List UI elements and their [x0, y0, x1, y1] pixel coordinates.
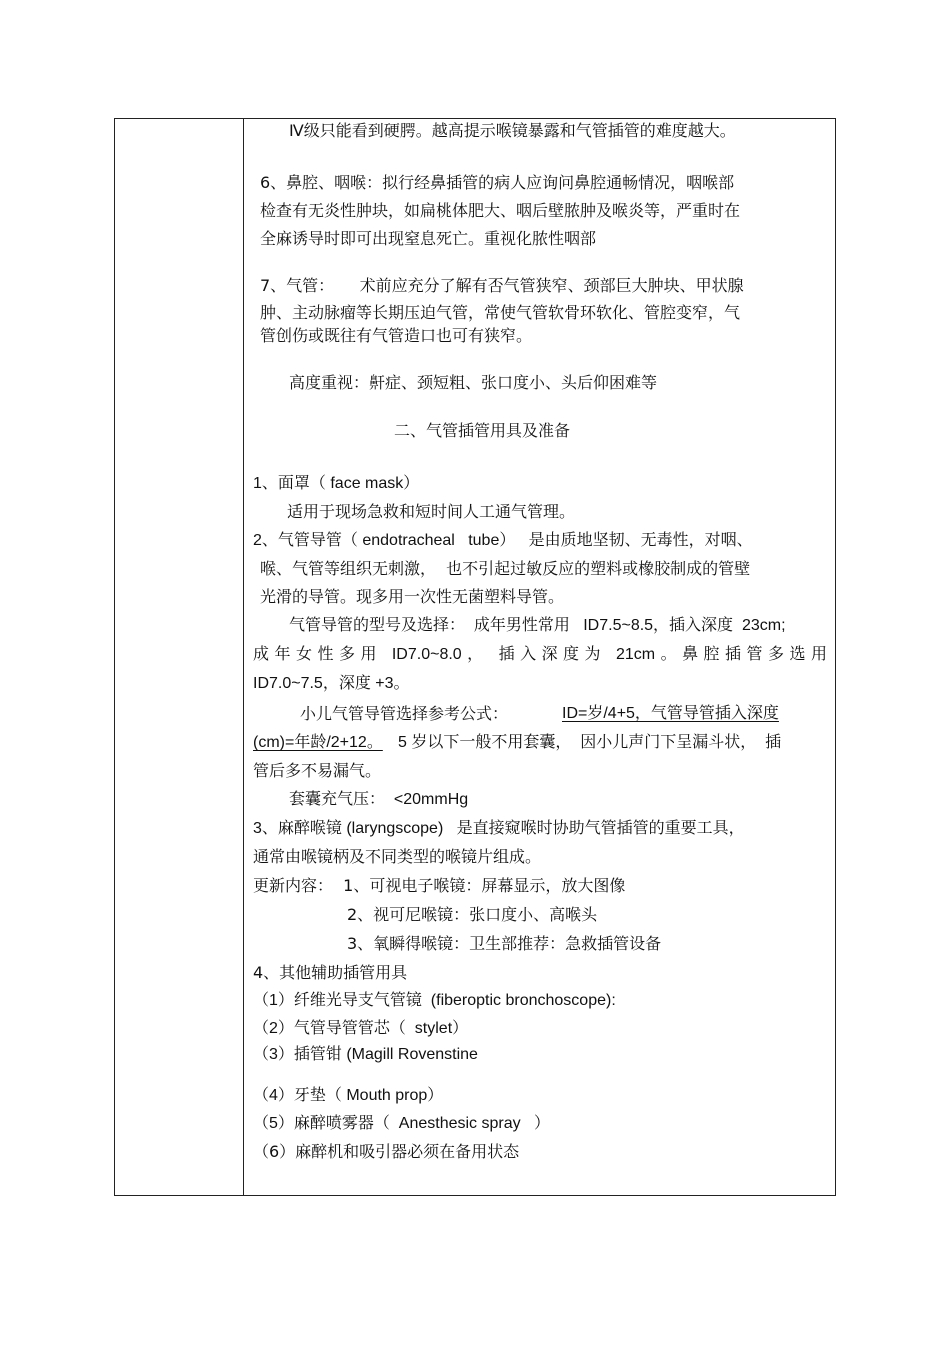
text-line: 2、视可尼喉镜：张口度小、高喉头 [347, 905, 598, 924]
text-line: 管后多不易漏气。 [253, 761, 382, 780]
text-line: ID7.0~7.5，深度 +3。 [253, 675, 410, 692]
text-line: 检查有无炎性肿块，如扁桃体肥大、咽后壁脓肿及喉炎等，严重时在 [260, 201, 741, 220]
text-line: 6、鼻腔、咽喉：拟行经鼻插管的病人应询问鼻腔通畅情况，咽喉部 [260, 173, 735, 192]
list-item: （5）麻醉喷雾器（ Anesthesic spray ） [253, 1115, 550, 1132]
text-line: Ⅳ级只能看到硬腭。越高提示喉镜暴露和气管插管的难度越大。 [289, 121, 736, 140]
section-heading: 二、气管插管用具及准备 [394, 421, 571, 440]
left-column-cell [115, 119, 244, 1195]
list-item: （6）麻醉机和吸引器必须在备用状态 [253, 1142, 520, 1161]
list-item: （3）插管钳 (Magill Rovenstine [253, 1046, 478, 1063]
text-line: 光滑的导管。现多用一次性无菌塑料导管。 [260, 587, 565, 606]
text-line: 套囊充气压： <20mmHg [289, 791, 469, 808]
list-item: （1）纤维光导支气管镜 (fiberoptic bronchoscope): [253, 992, 616, 1009]
text-line: 更新内容： 1、可视电子喉镜：屏幕显示，放大图像 [253, 876, 626, 895]
text-line: 高度重视：鼾症、颈短粗、张口度小、头后仰困难等 [289, 373, 658, 392]
text-line: 3、氧瞬得喉镜：卫生部推荐：急救插管设备 [347, 934, 662, 953]
formula-text: ID=岁/4+5，气管导管插入深度 [562, 705, 779, 722]
text-line: 7、气管： 术前应充分了解有否气管狭窄、颈部巨大肿块、甲状腺 [260, 276, 744, 295]
text-line: 1、面罩（ face mask） [253, 475, 420, 492]
text-line: 肿、主动脉瘤等长期压迫气管，常使气管软骨环软化、管腔变窄，气 [260, 303, 741, 322]
list-item: （4）牙垫（ Mouth prop） [253, 1087, 444, 1104]
text-line: 5 岁以下一般不用套囊， 因小儿声门下呈漏斗状， 插 [398, 734, 782, 751]
text-line: 管创伤或既往有气管造口也可有狭窄。 [260, 326, 533, 345]
text-line: 通常由喉镜柄及不同类型的喉镜片组成。 [253, 847, 542, 866]
text-line: 喉、气管等组织无刺激， 也不引起过敏反应的塑料或橡胶制成的管壁 [260, 559, 751, 578]
list-item: （2）气管导管管芯（ stylet） [253, 1020, 469, 1037]
text-line: 气管导管的型号及选择： 成年男性常用 ID7.5~8.5，插入深度 23cm; [289, 617, 786, 634]
formula-text: (cm)=年龄/2+12。 [253, 734, 383, 751]
text-line: 3、麻醉喉镜 (laryngscope) 是直接窥喉时协助气管插管的重要工具， [253, 820, 745, 837]
text-line: 4、其他辅助插管用具 [253, 963, 408, 982]
text-line: 成年女性多用 ID7.0~8.0， 插入深度为 21cm。鼻腔插管多选用 [253, 646, 827, 663]
text-line: 2、气管导管（ endotracheal tube） 是由质地坚韧、无毒性，对咽、 [253, 532, 753, 549]
text-line: 适用于现场急救和短时间人工通气管理。 [287, 502, 576, 521]
text-line: 小儿气管导管选择参考公式： [300, 704, 509, 723]
text-line: 全麻诱导时即可出现窒息死亡。重视化脓性咽部 [260, 229, 597, 248]
